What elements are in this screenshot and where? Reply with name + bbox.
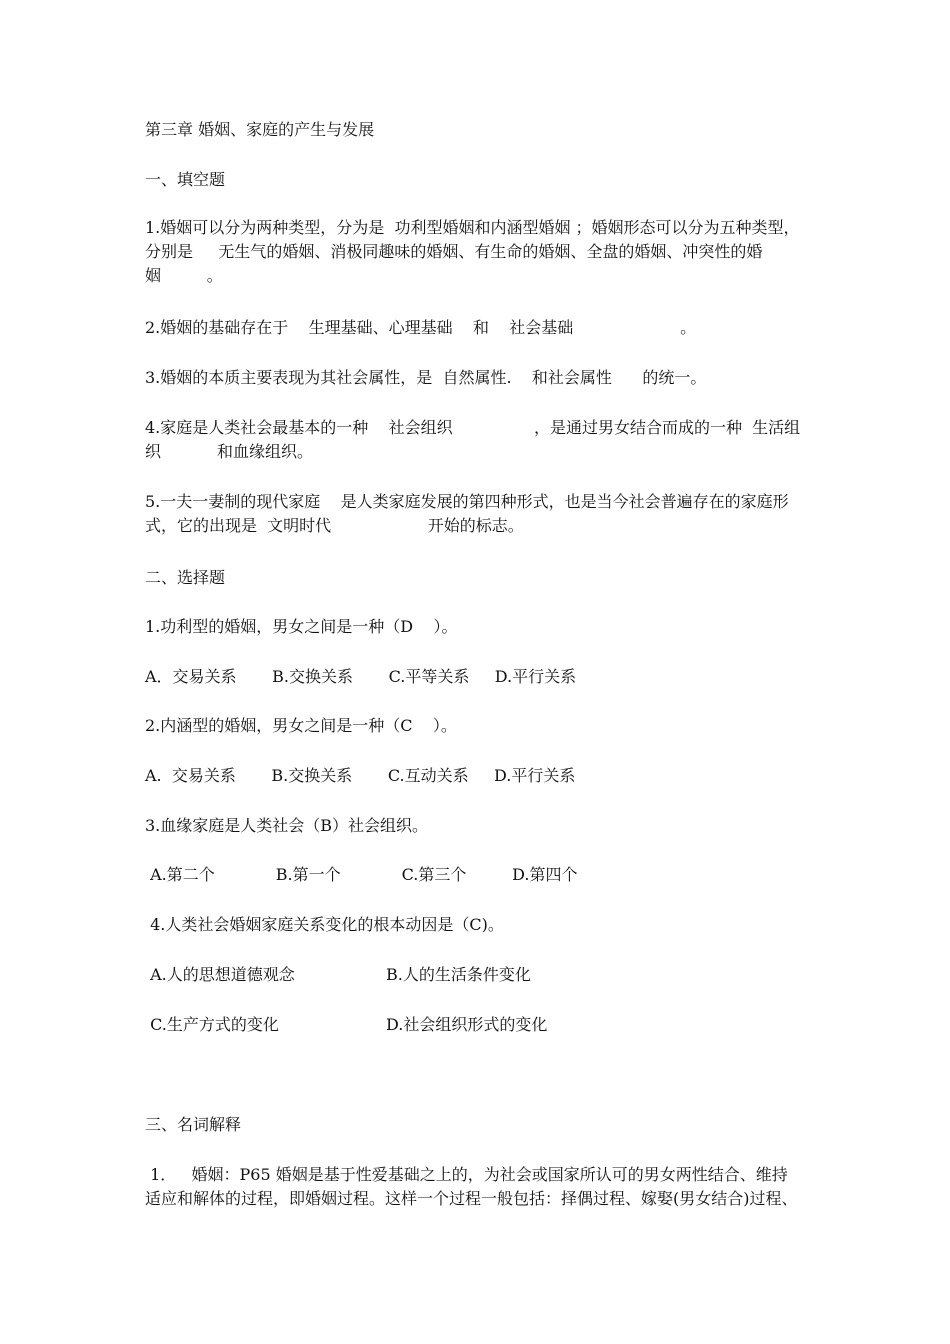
section-heading-fill-blank: 一、填空题 — [145, 170, 226, 189]
choice-question-4-option-a: A.人的思想道德观念 — [145, 965, 295, 984]
text-line: 5.一夫一妻制的现代家庭 是人类家庭发展的第四种形式，也是当今社会普遍存在的家庭形 — [145, 492, 789, 511]
choice-question-3-options: A.第二个 B.第一个 C.第三个 D.第四个 — [145, 865, 578, 884]
choice-question-3: 3.血缘家庭是人类社会（B）社会组织。 — [145, 816, 429, 835]
choice-question-4: 4.人类社会婚姻家庭关系变化的根本动因是（C)。 — [145, 915, 504, 934]
text-line: 分别是 无生气的婚姻、消极同趣味的婚姻、有生命的婚姻、全盘的婚姻、冲突性的婚 — [145, 242, 763, 261]
choice-question-4-option-c: C.生产方式的变化 — [145, 1015, 279, 1034]
fill-blank-question-5 — [145, 490, 813, 538]
fill-blank-question-2: 2.婚姻的基础存在于 生理基础、心理基础 和 社会基础 。 — [145, 318, 697, 337]
fill-blank-question-1 — [145, 216, 813, 288]
section-heading-definitions: 三、名词解释 — [145, 1115, 242, 1134]
chapter-title: 第三章 婚姻、家庭的产生与发展 — [145, 120, 375, 139]
choice-question-1-options: A．交易关系 B.交换关系 C.平等关系 D.平行关系 — [145, 667, 577, 686]
fill-blank-question-4 — [145, 416, 813, 464]
choice-question-2: 2.内涵型的婚姻，男女之间是一种（C ）。 — [145, 716, 457, 735]
text-line: 1.婚姻可以分为两种类型，分为是 功利型婚姻和内涵型婚姻 ；婚姻形态可以分为五种类型， — [145, 218, 800, 237]
choice-question-2-options: A. 交易关系 B.交换关系 C.互动关系 D.平行关系 — [145, 766, 576, 785]
text-line: 式，它的出现是 文明时代 开始的标志。 — [145, 516, 524, 535]
text-line: 1． 婚姻：P65 婚姻是基于性爱基础之上的，为社会或国家所认可的男女两性结合、维持 — [145, 1165, 788, 1184]
choice-question-4-option-d: D.社会组织形式的变化 — [386, 1015, 548, 1034]
text-line: 4.家庭是人类社会最基本的一种 社会组织 ，是通过男女结合而成的一种 生活组 — [145, 418, 801, 437]
section-heading-multiple-choice: 二、选择题 — [145, 568, 226, 587]
text-line: 织 和血缘组织。 — [145, 442, 313, 461]
text-line: 姻 。 — [145, 266, 223, 285]
choice-question-1: 1.功利型的婚姻，男女之间是一种（D ）。 — [145, 617, 458, 636]
choice-question-4-option-b: B.人的生活条件变化 — [386, 965, 531, 984]
definition-1 — [145, 1163, 813, 1211]
text-line: 适应和解体的过程，即婚姻过程。这样一个过程一般包括：择偶过程、嫁娶(男女结合)过程、 — [145, 1189, 798, 1208]
fill-blank-question-3: 3.婚姻的本质主要表现为其社会属性，是 自然属性. 和社会属性 的统一。 — [145, 368, 707, 387]
